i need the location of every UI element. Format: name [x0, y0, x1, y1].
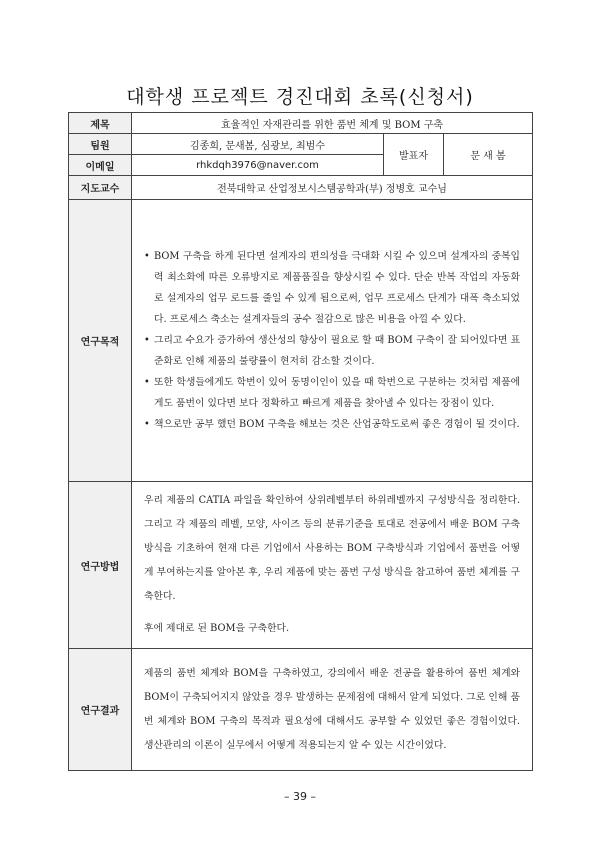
- advisor-label: 지도교수: [69, 176, 132, 200]
- purpose-list: [144, 246, 520, 435]
- method-paragraph: 우리 제품의 CATIA 파일을 확인하여 상위레벨부터 하위레벨까지 구성방식을 정리한다. 그리고 각 제품의 레벨, 모양, 사이즈 등의 분류기준을 토대로 전공에서 배운 BOM 구축방식을 기초하여 현재 다른 기업에서 사용하는 BOM 구축방식과 기업에서 품번을 어떻게 부여하는지를 알아본 후, 우리 제품에 맞는 품번 구성 방식을 참고하여 품번 체계를 구축한다.: [144, 495, 521, 602]
- method-label: 연구방법: [69, 482, 132, 649]
- team-value: 김종희, 문새봄, 심광보, 최범수: [132, 134, 384, 155]
- presenter-value: 문 새 봄: [444, 134, 533, 176]
- page-number: – 39 –: [284, 790, 316, 803]
- purpose-label: 연구목적: [69, 200, 132, 482]
- result-paragraph: 제품의 품번 체계와 BOM을 구축하였고, 강의에서 배운 전공을 활용하여 품번 체계와 BOM이 구축되어지지 않았을 경우 발생하는 문제점에 대해서 알게 되었다. 그로 인해 품번 체계와 BOM 구축의 목적과 필요성에 대해서도 공부할 수 있었던 좋은 경험이었다. 생산관리의 이론이 실무에서 어떻게 적용되는지 알 수 있는 시간이었다.: [144, 667, 521, 751]
- subject-value: 효율적인 자재관리를 위한 품번 체계 및 BOM 구축: [132, 113, 533, 134]
- purpose-item: • 책으로만 공부 했던 BOM 구축을 해보는 것은 산업공학도로써 좋은 경험이 될 것이다.: [144, 414, 520, 435]
- method-section: [132, 482, 533, 649]
- subject-label: 제목: [69, 113, 132, 134]
- purpose-section: [132, 200, 533, 482]
- result-section: [132, 649, 533, 771]
- result-label: 연구결과: [69, 649, 132, 771]
- email-label: 이메일: [69, 155, 132, 176]
- method-paragraph: 후에 제대로 된 BOM을 구축한다.: [144, 623, 290, 634]
- purpose-item: • 또한 학생들에게도 학번이 있어 동명이인이 있을 때 학번으로 구분하는 것처럼 제품에게도 품번이 있다면 보다 정확하고 빠르게 제품을 찾아낼 수 있다는 장점이 있다.: [144, 372, 520, 414]
- abstract-form-table: [68, 112, 533, 771]
- purpose-item: • BOM 구축을 하게 된다면 설계자의 편의성을 극대화 시킬 수 있으며 설계자의 중복입력 최소화에 따른 오류방지로 제품품질을 향상시킬 수 있다. 단순 반복 작업의 자동화로 설계자의 업무 로드를 줄일 수 있게 됨으로써, 업무 프로세스 단계가 대폭 축소되었다. 프로세스 축소는 설계자들의 공수 절감으로 많은 비용을 아낄 수 있다.: [144, 246, 520, 330]
- document-title: 대학생 프로젝트 경진대회 초록(신청서): [126, 86, 474, 108]
- presenter-label: 발표자: [384, 134, 444, 176]
- email-value: rhkdqh3976@naver.com: [132, 155, 384, 176]
- advisor-value: 전북대학교 산업정보시스템공학과(부) 정병호 교수님: [132, 176, 533, 200]
- purpose-item: • 그리고 수요가 증가하여 생산성의 향상이 필요로 할 때 BOM 구축이 잘 되어있다면 표준화로 인해 제품의 불량률이 현저히 감소할 것이다.: [144, 330, 520, 372]
- team-label: 팀원: [69, 134, 132, 155]
